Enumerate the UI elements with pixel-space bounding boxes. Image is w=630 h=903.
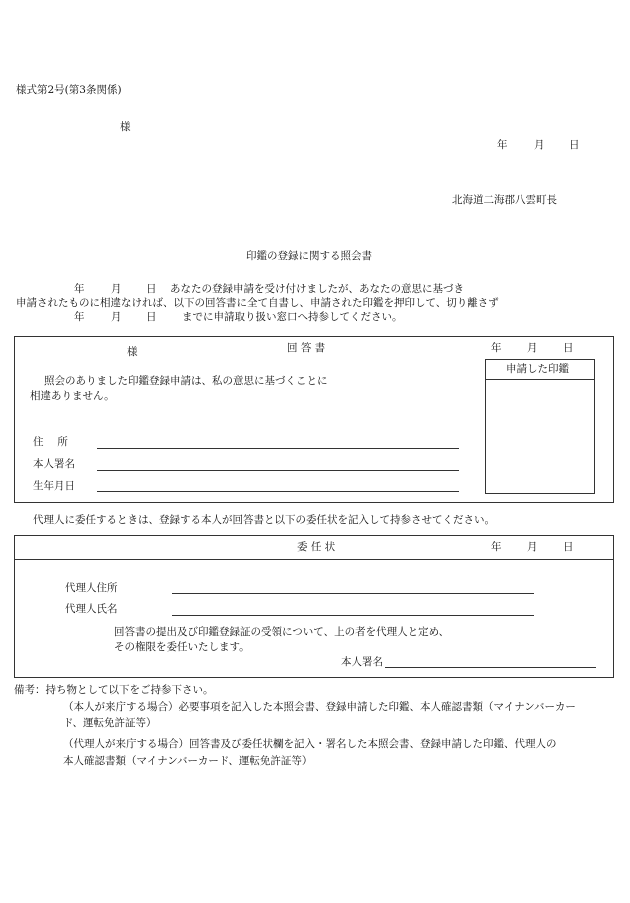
addressee-suffix: 様 <box>120 121 131 133</box>
proxy-name-label: 代理人氏名 <box>65 603 118 615</box>
proxy-note: 代理人に委任するときは、登録する本人が回答書と以下の委任状を記入して持参させてください。 <box>33 514 495 526</box>
birthdate-field-line[interactable] <box>97 491 459 492</box>
header-date-day: 日 <box>569 139 580 151</box>
body-line-3: までに申請取り扱い窓口へ持参してください。 <box>182 311 403 323</box>
header-date-month: 月 <box>534 139 545 151</box>
remarks-item-1-line-2: ド、運転免許証等） <box>63 717 157 729</box>
delegation-title: 委 任 状 <box>297 541 336 553</box>
body-date-month-2: 月 <box>111 311 122 323</box>
reply-statement-line-1: 照会のありました印鑑登録申請は、私の意思に基づくことに <box>44 375 328 387</box>
delegation-signature-label: 本人署名 <box>341 656 383 668</box>
delegation-date-month: 月 <box>527 541 538 553</box>
delegation-header-divider <box>14 559 614 560</box>
body-line-2: 申請されたものに相違なければ、以下の回答書に全て自書し、申請された印鑑を押印して、切り離さず <box>16 297 499 309</box>
signature-field-label: 本人署名 <box>33 458 75 470</box>
delegation-date-year: 年 <box>491 541 502 553</box>
reply-date-day: 日 <box>563 342 574 354</box>
reply-date-month: 月 <box>527 342 538 354</box>
header-date-year: 年 <box>497 139 508 151</box>
body-date-day-2: 日 <box>146 311 157 323</box>
seal-stamp-divider <box>485 379 595 380</box>
delegation-signature-line[interactable] <box>385 667 596 668</box>
body-date-year-1: 年 <box>74 283 85 295</box>
delegation-statement-line-1: 回答書の提出及び印鑑登録証の受領について、上の者を代理人と定め、 <box>114 626 450 638</box>
body-date-year-2: 年 <box>74 311 85 323</box>
remarks-item-1-line-1: （本人が来庁する場合）必要事項を記入した本照会書、登録申請した印鑑、本人確認書類（マイナンバーカー <box>63 701 576 713</box>
document-title: 印鑑の登録に関する照会書 <box>246 250 372 262</box>
delegation-date-day: 日 <box>563 541 574 553</box>
signature-field-line[interactable] <box>97 470 459 471</box>
reply-statement-line-2: 相違ありません。 <box>30 390 115 402</box>
remarks-item-2-line-1: （代理人が来庁する場合）回答書及び委任状欄を記入・署名した本照会書、登録申請した印鑑、代理人の <box>63 738 557 750</box>
remarks-heading: 備考：持ち物として以下をご持参下さい。 <box>14 684 214 696</box>
proxy-address-label: 代理人住所 <box>65 582 118 594</box>
issuer-name: 北海道二海郡八雲町長 <box>452 194 557 206</box>
body-date-month-1: 月 <box>111 283 122 295</box>
body-line-1: あなたの登録申請を受け付けましたが、あなたの意思に基づき <box>170 283 464 295</box>
reply-addressee-suffix: 様 <box>127 346 138 358</box>
address-field-line[interactable] <box>97 448 459 449</box>
form-number: 様式第2号(第3条関係) <box>16 84 122 96</box>
seal-stamp-label: 申請した印鑑 <box>506 363 569 375</box>
birthdate-field-label: 生年月日 <box>33 480 75 492</box>
proxy-name-line[interactable] <box>172 615 534 616</box>
reply-title: 回 答 書 <box>287 342 326 354</box>
remarks-item-2-line-2: 本人確認書類（マイナンバーカード、運転免許証等） <box>63 755 313 767</box>
delegation-statement-line-2: その権限を委任いたします。 <box>114 641 250 653</box>
address-field-label: 住 所 <box>33 436 68 448</box>
proxy-address-line[interactable] <box>172 593 534 594</box>
body-date-day-1: 日 <box>146 283 157 295</box>
reply-date-year: 年 <box>491 342 502 354</box>
